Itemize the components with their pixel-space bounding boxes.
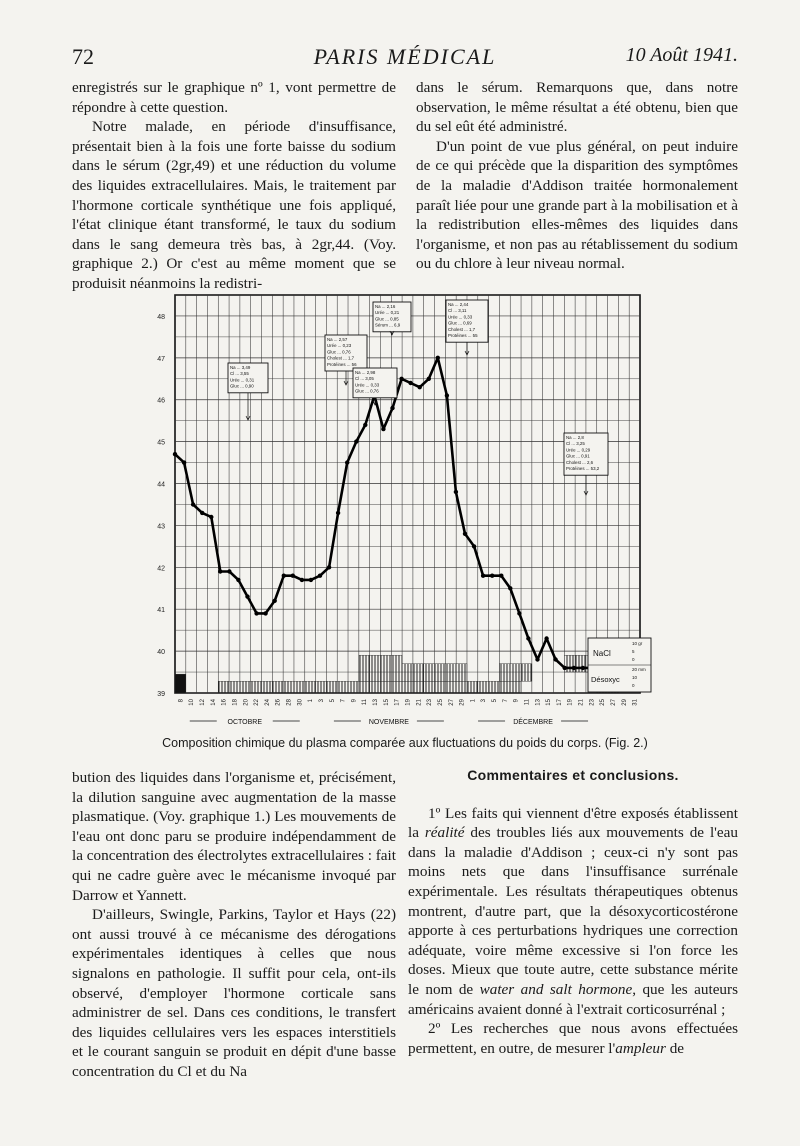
x-tick-label: 15 xyxy=(546,699,553,706)
lab-box xyxy=(446,300,488,355)
weight-point xyxy=(408,381,412,385)
x-tick-label: 25 xyxy=(600,699,607,706)
lab-box-line: Protéines ... 56 xyxy=(327,361,357,367)
x-tick-label: 19 xyxy=(405,699,412,706)
x-tick-label: 9 xyxy=(351,699,358,703)
x-tick-label: 20 xyxy=(243,699,250,706)
weight-point xyxy=(173,452,177,456)
x-tick-label: 19 xyxy=(567,699,574,706)
x-tick-label: 11 xyxy=(362,699,369,706)
lab-box-line: Cl ... 3,05 xyxy=(355,376,374,382)
y-tick-label: 44 xyxy=(157,481,165,489)
page-number: 72 xyxy=(72,44,94,69)
legend-nacl-label: NaCl xyxy=(593,649,611,658)
lab-box-line: Urée ... 0,31 xyxy=(230,377,255,383)
y-tick-label: 41 xyxy=(157,607,165,615)
x-tick-label: 10 xyxy=(189,699,196,706)
weight-point xyxy=(535,657,539,661)
x-tick-label: 27 xyxy=(610,699,617,706)
lab-box xyxy=(373,302,411,335)
x-tick-label: 13 xyxy=(373,699,380,706)
x-tick-label: 25 xyxy=(437,699,444,706)
legend-desoxy-label: Désoxyc xyxy=(591,675,620,684)
x-tick-label: 27 xyxy=(448,699,455,706)
x-tick-label: 3 xyxy=(318,699,325,703)
weight-point xyxy=(526,636,530,640)
x-tick-label: 31 xyxy=(632,699,639,706)
weight-point xyxy=(309,578,313,582)
weight-point xyxy=(191,502,195,506)
weight-point xyxy=(517,611,521,615)
column-bottom-left xyxy=(72,768,396,1082)
lab-box-line: Cl ... 3,55 xyxy=(230,371,249,377)
x-tick-label: 23 xyxy=(427,699,434,706)
treatment-bar xyxy=(499,664,531,682)
treatment-bar xyxy=(175,674,186,693)
weight-point xyxy=(399,377,403,381)
column-bottom-right xyxy=(408,766,738,1058)
weight-point xyxy=(454,490,458,494)
legend-nacl-scale: 10 gr xyxy=(632,641,643,646)
weight-point xyxy=(472,544,476,548)
lab-box-line: Cl ... 3,25 xyxy=(566,441,585,447)
lab-box-line: Urée ... 0,33 xyxy=(355,382,380,388)
figure-2-chart xyxy=(140,290,660,730)
lab-box-line: Gluc ... 0,69 xyxy=(448,320,472,326)
weight-series xyxy=(173,356,612,670)
paragraph: bution des liquides dans l'organisme et, précisément, la dilution sanguine avec augmentation de la masse plasmatique. (Voy. graphique 1.) Les mouvements de l'eau ont donc paru se produire indépendamment de la concentration des électrolytes extracellulaires : fait qui ne cadre guère avec le mécanisme invoqué par Darrow et Yannett. xyxy=(72,769,396,904)
paragraph: Notre malade, en période d'insuffisance, présentait bien à la fois une forte baisse du sodium dans le sérum (2gr,49) et une réduction du volume des liquides extracellulaires. Mais, le traitement par l'hormone corticale synthétique une fois appliqué, l'état clinique étant transformé, le taux du sodium dans le sang demeura très bas, à 2gr,44. (Voy. graphique 2.) Or c'est au même moment que se produisit néanmoins la redistri- xyxy=(72,118,396,292)
weight-point xyxy=(490,574,494,578)
month-label: NOVEMBRE xyxy=(368,719,409,726)
weight-point xyxy=(363,423,367,427)
lab-box xyxy=(228,363,268,420)
y-tick-label: 40 xyxy=(157,649,165,657)
lab-box-line: Na ... 2,8 xyxy=(566,435,584,440)
x-tick-label: 11 xyxy=(524,699,531,706)
x-tick-label: 28 xyxy=(286,699,293,706)
lab-box-line: Na ... 2,57 xyxy=(327,337,348,342)
treatment-bar xyxy=(402,664,467,682)
lab-box-line: Urée ... 0,23 xyxy=(327,343,352,349)
x-tick-label: 29 xyxy=(621,699,628,706)
x-tick-label: 22 xyxy=(254,699,261,706)
x-tick-label: 21 xyxy=(416,699,423,706)
weight-point xyxy=(481,574,485,578)
x-tick-label: 23 xyxy=(589,699,596,706)
lab-box-line: Gluc ... 0,90 xyxy=(230,383,254,389)
lab-box-line: Na ... 2,16 xyxy=(375,304,396,309)
weight-point xyxy=(318,574,322,578)
weight-point xyxy=(544,636,548,640)
lab-box-line: Protéines ... 53,2 xyxy=(566,466,600,471)
weight-point xyxy=(427,377,431,381)
y-tick-label: 47 xyxy=(157,355,165,363)
column-top-left xyxy=(72,78,396,294)
column-top-right xyxy=(416,78,738,274)
weight-point xyxy=(245,594,249,598)
lab-box xyxy=(564,433,608,495)
weight-point xyxy=(390,406,394,410)
weight-point xyxy=(300,578,304,582)
lab-box-line: Gluc ... 0,85 xyxy=(375,316,399,322)
lab-box-line: Na ... 2,44 xyxy=(448,302,469,307)
paragraph: dans le sérum. Remarquons que, dans notre observation, le même résultat a été obtenu, bien que du sel eût été administré. xyxy=(416,79,738,136)
weight-point xyxy=(291,574,295,578)
treatment-bar xyxy=(218,681,521,693)
lab-box-line: Gluc ... 0,76 xyxy=(327,349,351,355)
x-tick-label: 9 xyxy=(513,699,520,703)
x-tick-label: 7 xyxy=(340,699,347,703)
lab-box-line: Cholest ... 2,6 xyxy=(566,459,594,465)
x-tick-label: 21 xyxy=(578,699,585,706)
weight-point xyxy=(182,460,186,464)
x-tick-label: 14 xyxy=(210,699,217,706)
x-tick-label: 16 xyxy=(221,699,228,706)
paragraph: 2º Les recherches que nous avons effectuées permettent, en outre, de mesurer l'ampleur de xyxy=(408,1020,738,1057)
figure-caption: Composition chimique du plasma comparée aux fluctuations du poids du corps. (Fig. 2.) xyxy=(162,736,648,750)
lab-box-line: Cholest ... 1,7 xyxy=(327,355,355,361)
lab-box-line: Protéines ... 55 xyxy=(448,333,478,338)
lab-box-line: Urée ... 0,21 xyxy=(375,310,400,316)
weight-point xyxy=(563,666,567,670)
weight-point xyxy=(553,657,557,661)
weight-point xyxy=(218,569,222,573)
lab-box-line: Urée ... 0,29 xyxy=(566,447,591,453)
weight-point xyxy=(263,611,267,615)
weight-point xyxy=(236,578,240,582)
x-tick-label: 30 xyxy=(297,699,304,706)
treatment-legend xyxy=(588,638,651,692)
issue-date: 10 Août 1941. xyxy=(625,44,738,66)
plot-frame xyxy=(175,295,640,693)
x-tick-label: 18 xyxy=(232,699,239,706)
weight-point xyxy=(581,666,585,670)
y-tick-label: 45 xyxy=(157,439,165,447)
lab-boxes xyxy=(228,300,608,495)
x-tick-label: 17 xyxy=(556,699,563,706)
x-tick-label: 3 xyxy=(481,699,488,703)
x-tick-label: 15 xyxy=(383,699,390,706)
y-tick-label: 48 xyxy=(157,313,165,321)
weight-point xyxy=(200,511,204,515)
lab-box-line: Na ... 3,49 xyxy=(230,365,251,370)
y-tick-label: 43 xyxy=(157,523,165,531)
x-tick-label: 26 xyxy=(275,699,282,706)
weight-point xyxy=(354,439,358,443)
lab-box-line: Cholest ... 1,7 xyxy=(448,326,476,332)
x-tick-label: 1 xyxy=(308,699,315,703)
chart-grid xyxy=(175,295,640,693)
x-tick-label: 17 xyxy=(394,699,401,706)
lab-box-line: Gluc ... 0,76 xyxy=(355,388,379,394)
month-label: DÉCEMBRE xyxy=(513,719,553,726)
weight-point xyxy=(327,565,331,569)
legend-nacl-scale: 5 xyxy=(632,649,635,654)
weight-point xyxy=(499,574,503,578)
x-tick-label: 12 xyxy=(200,699,207,706)
paragraph: D'ailleurs, Swingle, Parkins, Taylor et Hays (22) ont aussi trouvé à ce mécanisme des dérogations expérimentales identiques à celles que nous signalons en pathologie. Il suffit pour cela, ont-ils observé, d'employer l'hormone corticale sans administrer de sel. Dans ces conditions, le transfert des liquides cellulaires vers les espaces interstitiels et le courant sanguin se produit en dépit d'une basse concentration du Cl et du Na xyxy=(72,906,396,1080)
section-title: Commentaires et conclusions. xyxy=(467,767,679,783)
legend-desoxy-scale: 20 mm xyxy=(632,667,646,672)
x-tick-label: 7 xyxy=(502,699,509,703)
x-tick-label: 24 xyxy=(264,699,271,706)
weight-point xyxy=(445,393,449,397)
month-label: OCTOBRE xyxy=(227,719,262,726)
y-tick-label: 42 xyxy=(157,565,165,573)
x-tick-label: 8 xyxy=(178,699,185,703)
paragraph: 1º Les faits qui viennent d'être exposés établissent la réalité des troubles liés aux mouvements de l'eau dans la maladie d'Addison ; ceux-ci n'y sont pas moins nets que dans l'insuffisance surrénale expérimentale. Les résultats thérapeutiques obtenus montrent, d'autre part, que la désoxycorticostérone apporte à ces perturbations hydriques une correction adéquate, voire même excessive si l'on force les doses. Mieux que toute autre, cette substance mérite le nom de water and salt hormone, que les auteurs américains avaient donné à l'extrait corticosurrénal ; xyxy=(408,804,738,1018)
lab-box-line: Sérum ... 6,9 xyxy=(375,322,401,328)
weight-point xyxy=(273,599,277,603)
legend-desoxy-scale: 0 xyxy=(632,683,635,688)
weight-point xyxy=(436,356,440,360)
weight-point xyxy=(418,385,422,389)
x-tick-label: 5 xyxy=(329,699,336,703)
weight-point xyxy=(463,532,467,536)
x-tick-label: 1 xyxy=(470,699,477,703)
treatment-bar xyxy=(359,655,402,681)
y-tick-label: 39 xyxy=(157,691,165,698)
lab-box-line: Gluc ... 0,91 xyxy=(566,453,590,459)
legend-desoxy-scale: 10 xyxy=(632,675,638,680)
legend-nacl-scale: 0 xyxy=(632,657,635,662)
lab-box-line: Urée ... 0,33 xyxy=(448,314,473,320)
x-tick-label: 13 xyxy=(535,699,542,706)
lab-box-line: Na ... 2,98 xyxy=(355,370,376,375)
x-tick-label: 29 xyxy=(459,699,466,706)
weight-point xyxy=(227,569,231,573)
y-tick-label: 46 xyxy=(157,397,165,405)
weight-point xyxy=(336,511,340,515)
weight-point xyxy=(254,611,258,615)
weight-point xyxy=(209,515,213,519)
paragraph: enregistrés sur le graphique nº 1, vont permettre de répondre à cette question. xyxy=(72,79,396,116)
journal-title: PARIS MÉDICAL xyxy=(313,44,497,69)
weight-point xyxy=(572,666,576,670)
weight-point xyxy=(508,586,512,590)
x-tick-label: 5 xyxy=(492,699,499,703)
weight-line xyxy=(175,355,610,668)
weight-point xyxy=(282,574,286,578)
running-header xyxy=(72,44,738,74)
treatment-bars xyxy=(175,655,618,693)
paragraph: D'un point de vue plus général, on peut induire de ce qui précède que la disparition des symptômes de la maladie d'Addison traitée hormonalement paraît liée pour une grande part à la mobilisation et à la redistribution elles-mêmes des liquides dans l'organisme, et non pas au rétablissement du sodium ou du chlore à leur niveau normal. xyxy=(416,137,738,273)
weight-point xyxy=(381,427,385,431)
lab-box-line: Cl ... 3,11 xyxy=(448,308,467,314)
weight-point xyxy=(345,460,349,464)
